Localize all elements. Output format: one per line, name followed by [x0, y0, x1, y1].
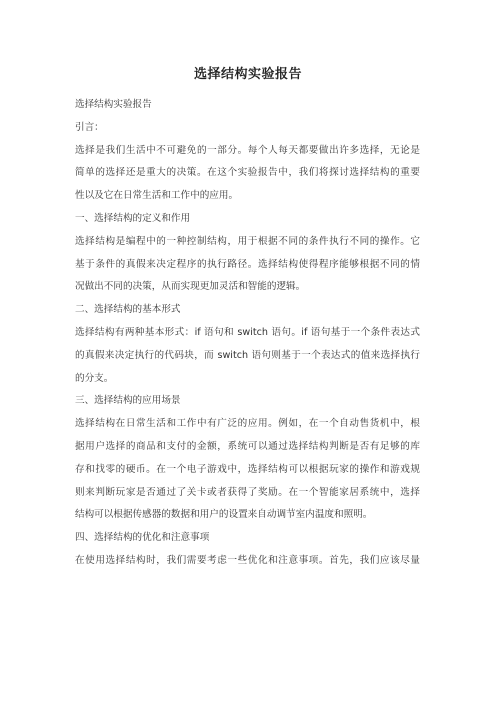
- section-heading: 二、选择结构的基本形式: [75, 304, 181, 316]
- document-subtitle: 选择结构实验报告: [75, 99, 152, 110]
- paragraph-line: 在使用选择结构时，我们需要考虑一些优化和注意事项。首先，我们应该尽量: [75, 554, 420, 566]
- section-heading: 三、选择结构的应用场景: [75, 395, 181, 407]
- intro-label: 引言：: [75, 121, 104, 133]
- paragraph-line: 的真假来决定执行的代码块，而 switch 语句则基于一个表达式的值来选择执行: [75, 349, 420, 361]
- paragraph-line: 况做出不同的决策，从而实现更加灵活和智能的逻辑。: [75, 281, 306, 293]
- paragraph-line: 选择结构在日常生活和工作中有广泛的应用。例如，在一个自动售货机中，根: [75, 418, 420, 430]
- paragraph-line: 选择结构是编程中的一种控制结构，用于根据不同的条件执行不同的操作。它: [75, 235, 420, 247]
- document-title: 选择结构实验报告: [193, 67, 302, 82]
- paragraph-line: 据用户选择的商品和支付的金额，系统可以通过选择结构判断是否有足够的库: [75, 440, 420, 452]
- paragraph-line: 选择结构有两种基本形式：if 语句和 switch 语句。if 语句基于一个条件表达式: [75, 326, 420, 338]
- section-heading: 四、选择结构的优化和注意事项: [75, 532, 210, 544]
- document-body: [75, 94, 420, 573]
- paragraph-line: 结构可以根据传感器的数据和用户的设置来自动调节室内温度和照明。: [75, 509, 373, 521]
- paragraph-line: 性以及它在日常生活和工作中的应用。: [75, 190, 239, 202]
- paragraph-line: 选择是我们生活中不可避免的一部分。每个人每天都要做出许多选择，无论是: [75, 144, 420, 156]
- paragraph-line: 存和找零的硬币。在一个电子游戏中，选择结构可以根据玩家的操作和游戏规: [75, 463, 420, 475]
- paragraph-line: 基于条件的真假来决定程序的执行路径。选择结构使得程序能够根据不同的情: [75, 258, 420, 270]
- paragraph-line: 简单的选择还是重大的决策。在这个实验报告中，我们将探讨选择结构的重要: [75, 167, 420, 179]
- paragraph-line: 的分支。: [75, 372, 114, 384]
- paragraph-line: 则来判断玩家是否通过了关卡或者获得了奖励。在一个智能家居系统中，选择: [75, 486, 420, 498]
- section-heading: 一、选择结构的定义和作用: [75, 212, 191, 224]
